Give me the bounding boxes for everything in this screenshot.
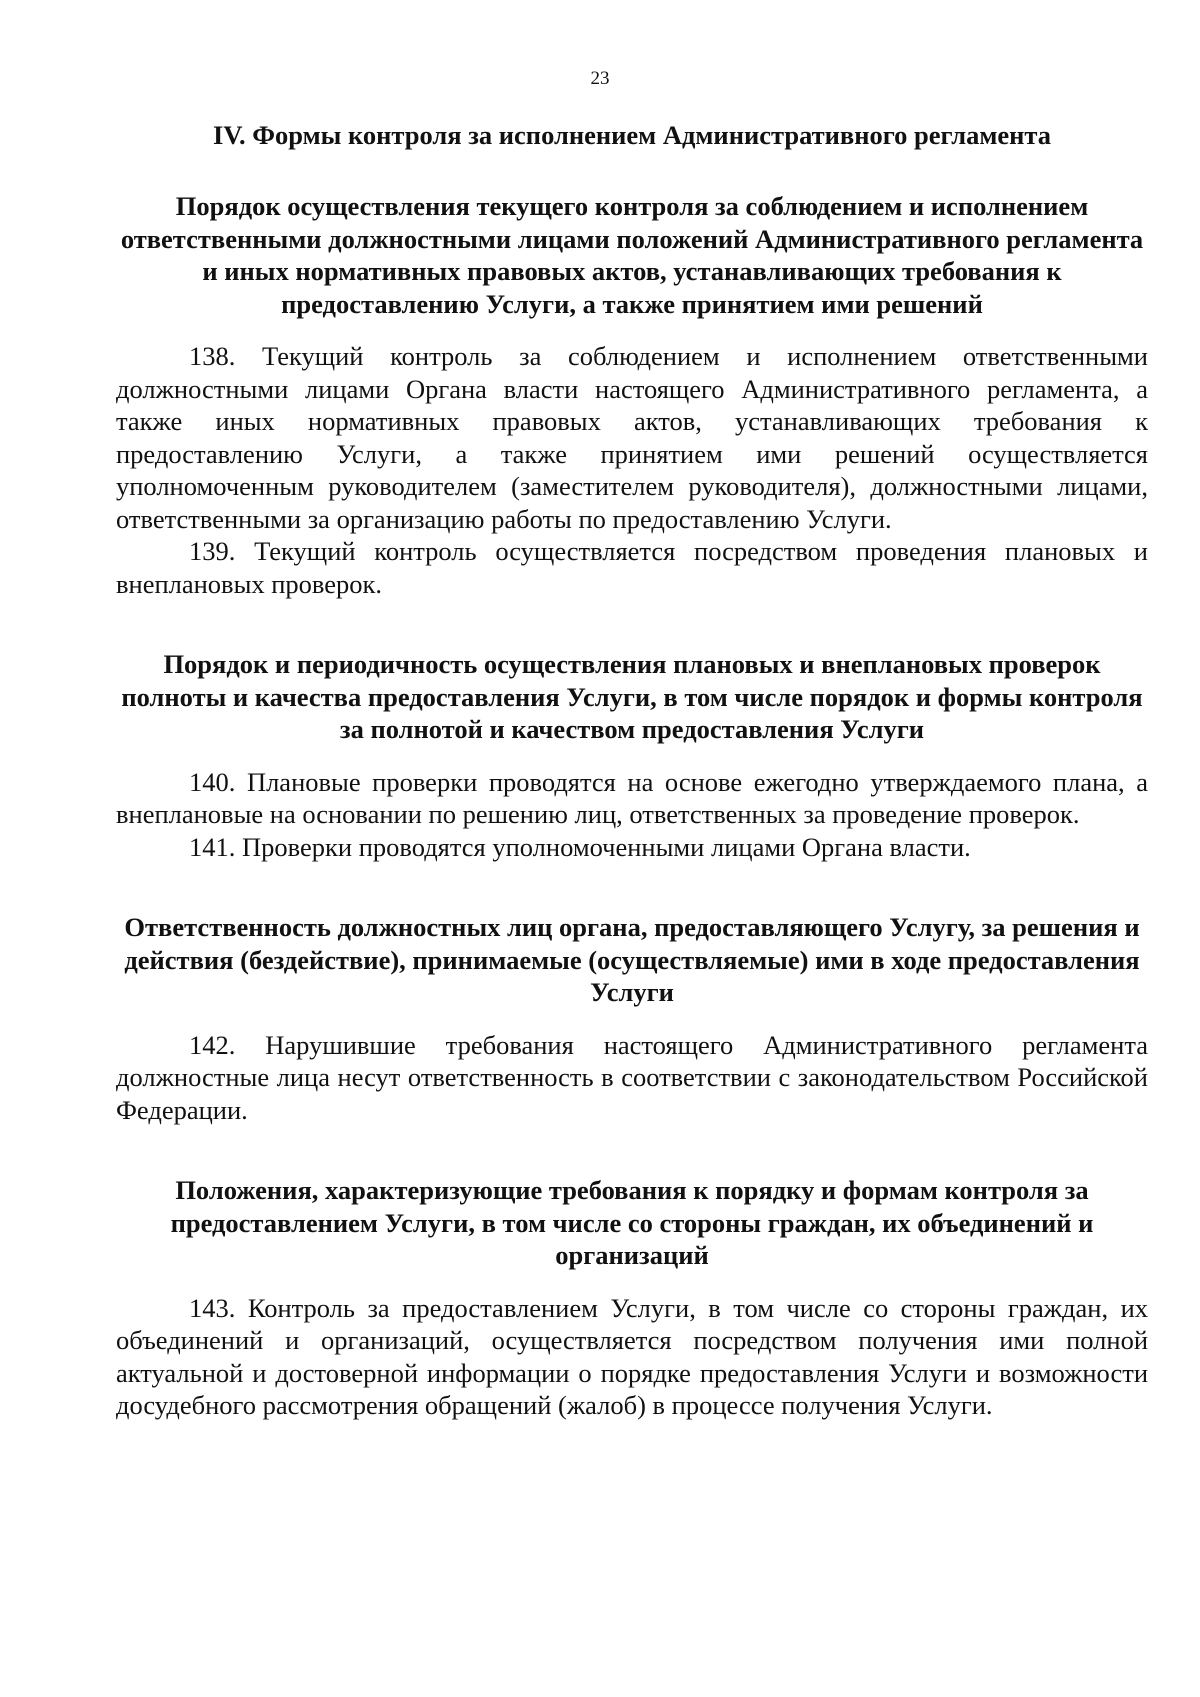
paragraph-139: 139. Текущий контроль осуществляется посредством проведения плановых и внеплановых проверок. [116,536,1148,599]
paragraph-138: 138. Текущий контроль за соблюдением и исполнением ответственными должностными лицами Органа власти настоящего Административного регламента, а также иных нормативных правовых актов, устанавливающих требования к предоставлению Услуги, а также принятием ими решений осуществляется уполномоченным руководителем (заместителем руководителя), должностными лицами, ответственными за организацию работы по предоставлению Услуги. [116,341,1148,534]
section-heading: Порядок осуществления текущего контроля за соблюдением и исполнением ответственными должностными лицами положений Административного регламента и иных нормативных правовых актов, устанавливающих требования к предоставлению Услуги, а также принятием ими решений [120,191,1144,319]
page-content [116,118,1148,1422]
paragraph-143: 143. Контроль за предоставлением Услуги, в том числе со стороны граждан, их объединений и организаций, осуществляется посредством получения ими полной актуальной и достоверной информации о порядке предоставления Услуги и возможности досудебного рассмотрения обращений (жалоб) в процессе получения Услуги. [116,1292,1148,1420]
section-inspections [116,648,1148,863]
chapter-title: IV. Формы контроля за исполнением Административного регламента [213,120,1051,150]
paragraph-141: 141. Проверки проводятся уполномоченными лицами Органа власти. [189,831,971,862]
page-number: 23 [590,68,610,89]
section-responsibility [116,911,1148,1126]
section-heading: Порядок и периодичность осуществления плановых и внеплановых проверок полноты и качества предоставления Услуги, в том числе порядок и формы контроля за полнотой и качеством предоставления Услуги [121,649,1143,744]
paragraph-140: 140. Плановые проверки проводятся на основе ежегодно утверждаемого плана, а внеплановые на основании по решению лиц, ответственных за проведение проверок. [116,766,1148,829]
section-heading: Положения, характеризующие требования к порядку и формам контроля за предоставлением Услуги, в том числе со стороны граждан, их объединений и организаций [170,1175,1094,1270]
section-current-control [116,190,1148,600]
section-public-control [116,1174,1148,1422]
section-heading: Ответственность должностных лиц органа, предоставляющего Услугу, за решения и действия (бездействие), принимаемые (осуществляемые) ими в ходе предоставления Услуги [124,912,1140,1007]
paragraph-142: 142. Нарушившие требования настоящего Административного регламента должностные лица несут ответственность в соответствии с законодательством Российской Федерации. [116,1029,1148,1125]
